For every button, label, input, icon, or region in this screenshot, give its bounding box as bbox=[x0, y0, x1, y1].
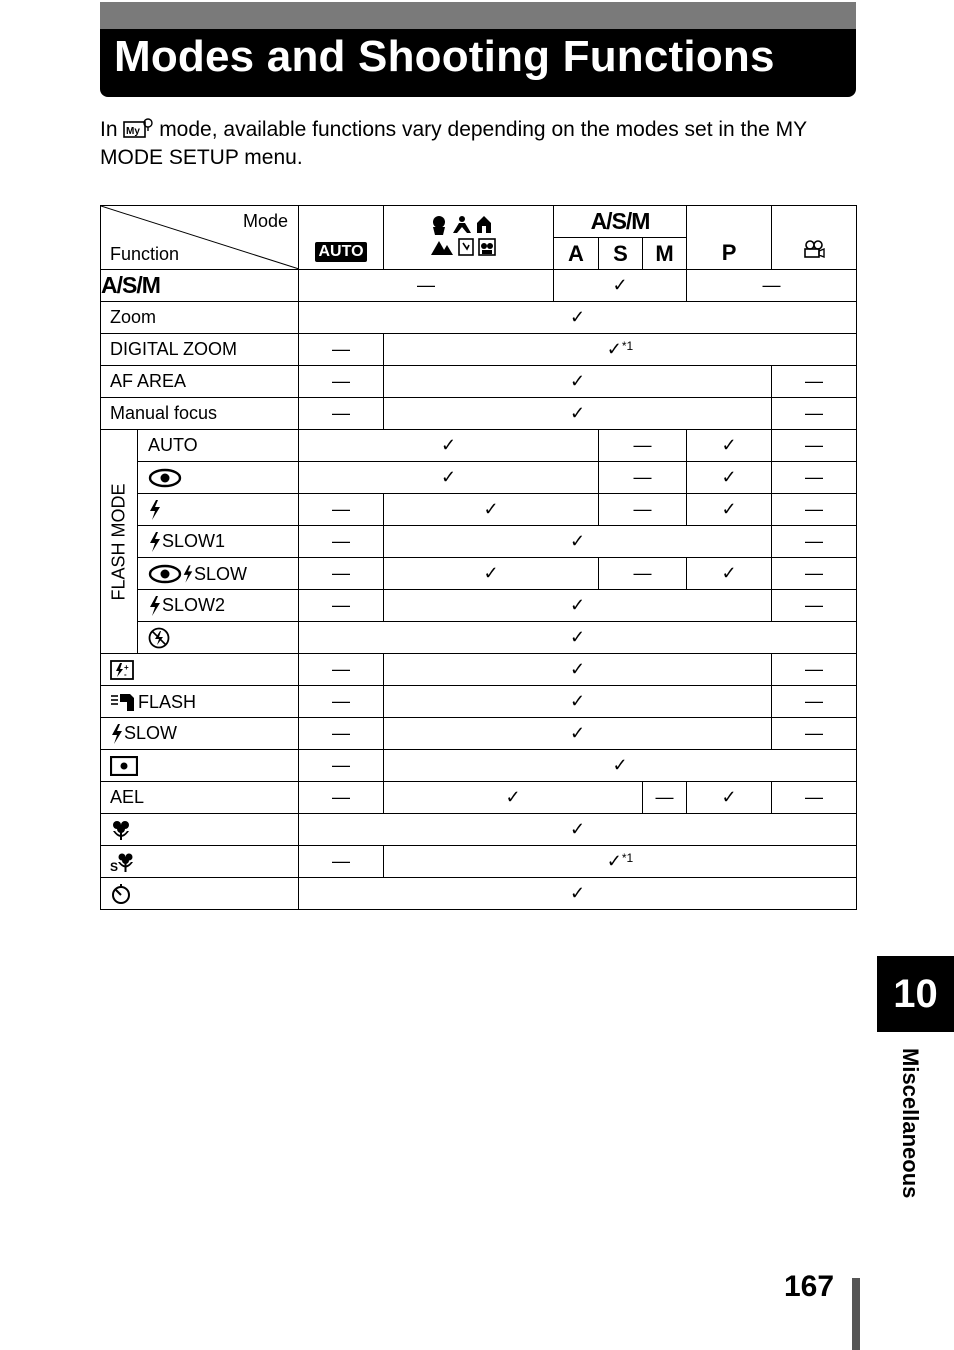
cell-dash: — bbox=[599, 558, 687, 590]
slow1-text: SLOW1 bbox=[162, 531, 226, 552]
row-label-macro bbox=[101, 814, 299, 846]
flash-mode-group-label bbox=[101, 430, 138, 654]
super-macro-icon bbox=[110, 851, 136, 873]
row-slow1 bbox=[101, 526, 857, 558]
slow2-text: SLOW2 bbox=[162, 595, 226, 616]
col-asm: A/S/M bbox=[554, 206, 687, 238]
cell-check: ✓ bbox=[687, 462, 772, 494]
svg-text:My: My bbox=[126, 126, 141, 137]
my-mode-icon bbox=[123, 117, 153, 139]
page-number-bar bbox=[852, 1278, 860, 1350]
row-label-self-timer bbox=[101, 878, 299, 910]
page-number: 167 bbox=[784, 1270, 835, 1303]
row-red-eye bbox=[101, 462, 857, 494]
cell-dash: — bbox=[599, 494, 687, 526]
svg-text:-: - bbox=[124, 670, 127, 680]
row-label-fill-in bbox=[138, 494, 299, 526]
row-manual-focus bbox=[101, 398, 857, 430]
cell-dash: — bbox=[643, 782, 687, 814]
row-label-slow-sync bbox=[101, 718, 299, 750]
cell-check: ✓ bbox=[687, 558, 772, 590]
cell-dash: — bbox=[599, 462, 687, 494]
macro-icon bbox=[110, 819, 132, 841]
row-self-timer bbox=[101, 878, 857, 910]
row-red-eye-slow bbox=[101, 558, 857, 590]
row-label-ael: AEL bbox=[101, 782, 299, 814]
row-label-red-eye bbox=[138, 462, 299, 494]
cell-check-note bbox=[384, 334, 857, 366]
row-label-slow2 bbox=[138, 590, 299, 622]
row-label-af-area: AF AREA bbox=[101, 366, 299, 398]
title-bar bbox=[100, 2, 856, 97]
red-eye-icon bbox=[148, 564, 182, 584]
row-label-zoom: Zoom bbox=[101, 302, 299, 334]
row-flash-auto bbox=[101, 430, 857, 462]
cell-dash: — bbox=[772, 782, 857, 814]
cell-check: ✓ bbox=[384, 366, 772, 398]
row-digital-zoom bbox=[101, 334, 857, 366]
corner-mode-label: Mode bbox=[242, 211, 288, 231]
cell-check: ✓ bbox=[384, 558, 599, 590]
row-flash-off bbox=[101, 622, 857, 654]
cell-dash: — bbox=[772, 430, 857, 462]
col-s: S bbox=[599, 238, 643, 270]
cell-check: ✓ bbox=[687, 494, 772, 526]
row-external-flash bbox=[101, 686, 857, 718]
cell-check: ✓ bbox=[554, 270, 687, 302]
row-label-manual-focus: Manual focus bbox=[101, 398, 299, 430]
row-fill-in bbox=[101, 494, 857, 526]
flash-intensity-icon bbox=[110, 660, 134, 680]
row-label-spot-metering bbox=[101, 750, 299, 782]
row-label-red-eye-slow bbox=[138, 558, 299, 590]
spot-metering-icon bbox=[110, 756, 138, 776]
cell-dash: — bbox=[299, 366, 384, 398]
check-mark: ✓ bbox=[606, 851, 622, 871]
slow-text: SLOW bbox=[194, 563, 248, 584]
cell-check: ✓ bbox=[384, 494, 599, 526]
row-asm bbox=[101, 270, 857, 302]
intro-text-end: mode, available functions vary depending on the modes set in the MY MODE SETUP menu. bbox=[100, 118, 807, 169]
cell-dash: — bbox=[772, 462, 857, 494]
flash-off-icon bbox=[148, 627, 170, 649]
scene-modes-icon bbox=[429, 213, 509, 257]
cell-check: ✓ bbox=[384, 398, 772, 430]
cell-dash: — bbox=[299, 750, 384, 782]
movie-icon bbox=[803, 240, 825, 258]
functions-table bbox=[100, 205, 857, 910]
svg-text:S: S bbox=[110, 859, 119, 873]
cell-dash: — bbox=[299, 846, 384, 878]
row-label-asm: A/S/M bbox=[101, 270, 299, 302]
flash-text: FLASH bbox=[138, 691, 197, 712]
col-auto bbox=[299, 206, 384, 270]
self-timer-icon bbox=[110, 883, 132, 905]
cell-dash: — bbox=[772, 494, 857, 526]
corner-function-label: Function bbox=[110, 244, 180, 264]
row-af-area bbox=[101, 366, 857, 398]
chapter-tab: 10 bbox=[877, 956, 954, 1032]
auto-mode-icon: AUTO bbox=[315, 242, 366, 262]
row-label-slow1 bbox=[138, 526, 299, 558]
cell-dash: — bbox=[299, 494, 384, 526]
cell-check: ✓ bbox=[687, 782, 772, 814]
flash-icon bbox=[182, 564, 194, 584]
cell-dash: — bbox=[772, 686, 857, 718]
row-slow2 bbox=[101, 590, 857, 622]
cell-check: ✓ bbox=[384, 718, 772, 750]
check-mark: ✓ bbox=[606, 339, 622, 359]
cell-dash: — bbox=[772, 398, 857, 430]
footnote-ref: *1 bbox=[621, 851, 634, 865]
flash-icon bbox=[148, 595, 162, 617]
cell-check: ✓ bbox=[384, 686, 772, 718]
cell-check: ✓ bbox=[299, 462, 599, 494]
row-label-digital-zoom: DIGITAL ZOOM bbox=[101, 334, 299, 366]
col-movie bbox=[772, 206, 857, 270]
cell-check-note bbox=[384, 846, 857, 878]
cell-dash: — bbox=[299, 558, 384, 590]
row-label-flash-auto: AUTO bbox=[138, 430, 299, 462]
row-label-flash-compensation bbox=[101, 654, 299, 686]
cell-check: ✓ bbox=[384, 654, 772, 686]
cell-dash: — bbox=[772, 526, 857, 558]
external-flash-icon bbox=[110, 692, 138, 712]
cell-dash: — bbox=[599, 430, 687, 462]
header-row-1 bbox=[101, 206, 857, 238]
cell-check: ✓ bbox=[687, 430, 772, 462]
row-label-flash-off bbox=[138, 622, 299, 654]
cell-check: ✓ bbox=[299, 622, 857, 654]
cell-check: ✓ bbox=[299, 878, 857, 910]
cell-dash: — bbox=[687, 270, 857, 302]
col-m: M bbox=[643, 238, 687, 270]
cell-dash: — bbox=[299, 526, 384, 558]
page-title: Modes and Shooting Functions bbox=[114, 32, 775, 81]
row-super-macro bbox=[101, 846, 857, 878]
chapter-label: Miscellaneous bbox=[898, 1048, 923, 1199]
cell-check: ✓ bbox=[384, 526, 772, 558]
flash-icon bbox=[110, 723, 124, 745]
cell-dash: — bbox=[772, 558, 857, 590]
cell-dash: — bbox=[299, 654, 384, 686]
cell-check: ✓ bbox=[384, 590, 772, 622]
cell-dash: — bbox=[772, 590, 857, 622]
red-eye-icon bbox=[148, 468, 182, 488]
flash-mode-label: FLASH MODE bbox=[108, 482, 129, 601]
cell-check: ✓ bbox=[299, 814, 857, 846]
row-label-external-flash bbox=[101, 686, 299, 718]
corner-cell bbox=[101, 206, 299, 270]
cell-dash: — bbox=[772, 654, 857, 686]
row-spot-metering bbox=[101, 750, 857, 782]
cell-dash: — bbox=[772, 366, 857, 398]
svg-text:+: + bbox=[124, 663, 129, 673]
title-stripe bbox=[100, 2, 856, 29]
cell-check: ✓ bbox=[384, 782, 643, 814]
cell-dash: — bbox=[299, 590, 384, 622]
cell-dash: — bbox=[772, 718, 857, 750]
intro-text bbox=[100, 116, 860, 172]
cell-dash: — bbox=[299, 334, 384, 366]
col-scene-modes bbox=[384, 206, 554, 270]
col-a: A bbox=[554, 238, 599, 270]
flash-icon bbox=[148, 499, 162, 521]
row-ael bbox=[101, 782, 857, 814]
cell-check: ✓ bbox=[299, 302, 857, 334]
flash-icon bbox=[148, 531, 162, 553]
row-zoom bbox=[101, 302, 857, 334]
row-label-super-macro bbox=[101, 846, 299, 878]
intro-text-start: In bbox=[100, 118, 124, 141]
col-p: P bbox=[687, 206, 772, 270]
footnote-ref: *1 bbox=[621, 339, 634, 353]
cell-dash: — bbox=[299, 782, 384, 814]
cell-dash: — bbox=[299, 686, 384, 718]
row-flash-compensation bbox=[101, 654, 857, 686]
cell-check: ✓ bbox=[384, 750, 857, 782]
slow-text: SLOW bbox=[124, 723, 178, 744]
cell-dash: — bbox=[299, 398, 384, 430]
row-macro bbox=[101, 814, 857, 846]
row-slow-sync bbox=[101, 718, 857, 750]
cell-check: ✓ bbox=[299, 430, 599, 462]
cell-dash: — bbox=[299, 718, 384, 750]
cell-dash: — bbox=[299, 270, 554, 302]
